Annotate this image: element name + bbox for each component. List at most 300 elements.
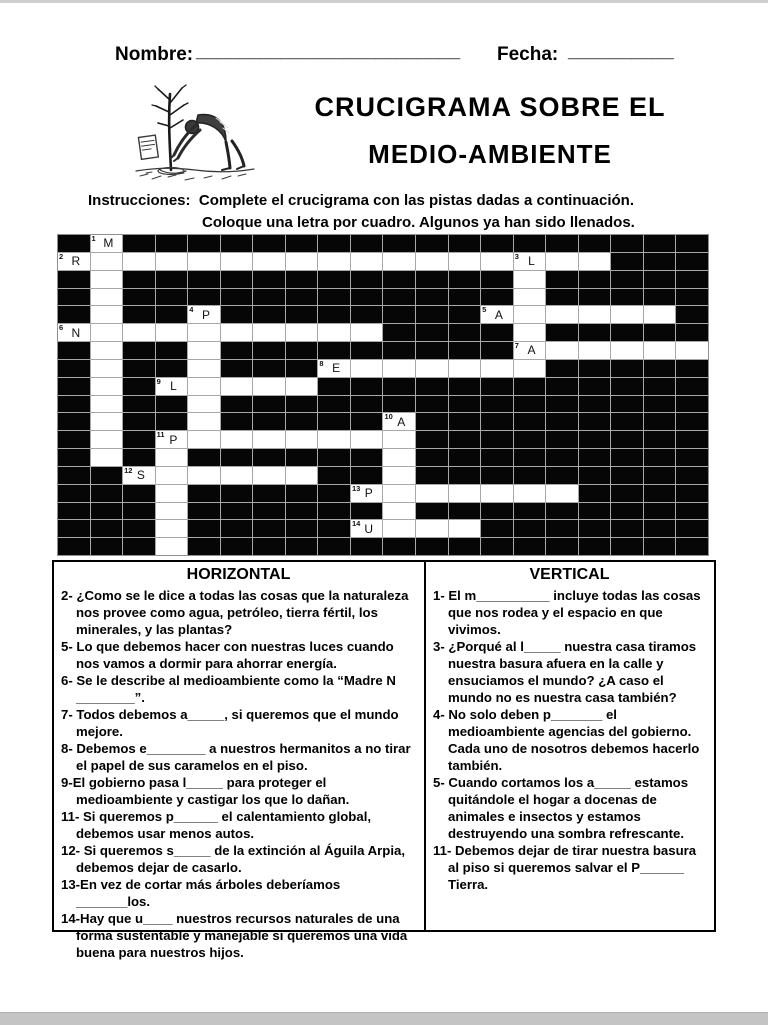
crossword-block xyxy=(579,538,611,555)
crossword-block xyxy=(449,342,481,359)
crossword-block xyxy=(416,271,448,288)
crossword-block xyxy=(58,271,90,288)
crossword-cell[interactable] xyxy=(611,306,643,323)
crossword-block xyxy=(546,396,578,413)
crossword-cell[interactable] xyxy=(579,306,611,323)
crossword-block xyxy=(644,289,676,306)
crossword-block xyxy=(318,449,350,466)
horizontal-clues-list xyxy=(61,587,416,961)
crossword-cell[interactable] xyxy=(579,253,611,270)
crossword-cell[interactable] xyxy=(188,342,220,359)
prefilled-letter: P xyxy=(201,307,210,322)
crossword-block xyxy=(156,360,188,377)
prefilled-letter: R xyxy=(71,254,81,269)
crossword-block xyxy=(481,538,513,555)
crossword-cell[interactable] xyxy=(188,413,220,430)
crossword-block xyxy=(383,289,415,306)
crossword-block xyxy=(253,413,285,430)
crossword-block xyxy=(188,289,220,306)
crossword-block xyxy=(546,360,578,377)
crossword-block xyxy=(481,324,513,341)
crossword-cell[interactable] xyxy=(449,360,481,377)
crossword-cell[interactable] xyxy=(91,324,123,341)
crossword-block xyxy=(253,503,285,520)
crossword-cell[interactable] xyxy=(318,431,350,448)
crossword-cell[interactable] xyxy=(91,360,123,377)
crossword-cell[interactable] xyxy=(514,289,546,306)
crossword-block xyxy=(351,235,383,252)
worksheet-title xyxy=(272,92,708,170)
crossword-block xyxy=(546,413,578,430)
crossword-block xyxy=(481,289,513,306)
crossword-block xyxy=(351,449,383,466)
crossword-block xyxy=(449,378,481,395)
crossword-block xyxy=(416,289,448,306)
crossword-cell[interactable] xyxy=(383,360,415,377)
horizontal-clue-item: 12- Si queremos s_____ de la extinción al Águila Arpia, debemos dejar de casarlo. xyxy=(61,843,405,875)
crossword-block xyxy=(546,538,578,555)
crossword-block xyxy=(123,342,155,359)
crossword-block xyxy=(351,503,383,520)
crossword-block xyxy=(449,449,481,466)
crossword-cell[interactable] xyxy=(156,503,188,520)
crossword-block xyxy=(676,503,708,520)
crossword-block xyxy=(416,396,448,413)
vertical-clue-item: 3- ¿Porqué al l_____ nuestra casa tiramos nuestra basura afuera en la calle y ensuciamos el mundo? ¿A caso el mundo no es nuestra casa también? xyxy=(433,639,697,705)
crossword-cell[interactable] xyxy=(253,324,285,341)
crossword-block xyxy=(546,449,578,466)
crossword-block xyxy=(579,235,611,252)
crossword-block xyxy=(449,538,481,555)
crossword-block xyxy=(676,360,708,377)
instructions-line-1 xyxy=(88,190,688,212)
crossword-cell[interactable] xyxy=(514,485,546,502)
crossword-cell[interactable] xyxy=(221,431,253,448)
crossword-block xyxy=(58,485,90,502)
crossword-cell[interactable] xyxy=(156,431,188,448)
crossword-cell[interactable] xyxy=(514,271,546,288)
crossword-block xyxy=(676,306,708,323)
crossword-cell[interactable] xyxy=(91,378,123,395)
crossword-cell[interactable] xyxy=(91,449,123,466)
crossword-cell[interactable] xyxy=(188,467,220,484)
crossword-cell[interactable] xyxy=(481,485,513,502)
crossword-cell[interactable] xyxy=(383,503,415,520)
crossword-cell[interactable] xyxy=(188,396,220,413)
name-blank-line[interactable]: _________________________ xyxy=(196,41,461,62)
crossword-block xyxy=(644,235,676,252)
crossword-block xyxy=(449,324,481,341)
crossword-block xyxy=(481,467,513,484)
crossword-block xyxy=(611,485,643,502)
prefilled-letter: A xyxy=(397,414,406,429)
crossword-cell[interactable] xyxy=(318,324,350,341)
prefilled-letter: P xyxy=(169,432,178,447)
crossword-cell[interactable] xyxy=(546,485,578,502)
crossword-cell[interactable] xyxy=(91,289,123,306)
crossword-cell[interactable] xyxy=(383,467,415,484)
crossword-cell[interactable] xyxy=(286,378,318,395)
crossword-cell[interactable] xyxy=(91,235,123,252)
clue-number: 5 xyxy=(482,305,487,315)
crossword-block xyxy=(156,413,188,430)
crossword-block xyxy=(546,431,578,448)
prefilled-letter: L xyxy=(528,254,535,269)
crossword-block xyxy=(644,431,676,448)
crossword-cell[interactable] xyxy=(514,342,546,359)
horizontal-clues-title: HORIZONTAL xyxy=(186,566,291,583)
crossword-block xyxy=(611,431,643,448)
crossword-block xyxy=(676,485,708,502)
crossword-block xyxy=(318,378,350,395)
crossword-block xyxy=(383,538,415,555)
crossword-block xyxy=(546,324,578,341)
crossword-cell[interactable] xyxy=(221,324,253,341)
crossword-block xyxy=(123,396,155,413)
crossword-block xyxy=(416,378,448,395)
clue-number: 8 xyxy=(319,358,324,368)
crossword-block xyxy=(449,431,481,448)
crossword-block xyxy=(123,503,155,520)
crossword-block xyxy=(221,306,253,323)
crossword-cell[interactable] xyxy=(416,360,448,377)
crossword-cell[interactable] xyxy=(156,520,188,537)
crossword-block xyxy=(546,271,578,288)
clue-number: 11 xyxy=(156,430,165,440)
crossword-cell[interactable] xyxy=(644,306,676,323)
crossword-cell[interactable] xyxy=(383,413,415,430)
crossword-block xyxy=(611,503,643,520)
crossword-block xyxy=(546,520,578,537)
crossword-block xyxy=(449,289,481,306)
crossword-block xyxy=(611,520,643,537)
crossword-block xyxy=(644,396,676,413)
crossword-block xyxy=(611,253,643,270)
prefilled-letter: N xyxy=(71,325,81,340)
crossword-cell[interactable] xyxy=(383,431,415,448)
crossword-cell[interactable] xyxy=(416,520,448,537)
crossword-cell[interactable] xyxy=(351,253,383,270)
crossword-block xyxy=(221,271,253,288)
crossword-block xyxy=(123,485,155,502)
clues-box xyxy=(52,560,716,960)
crossword-block xyxy=(123,431,155,448)
crossword-block xyxy=(253,449,285,466)
crossword-block xyxy=(188,503,220,520)
crossword-block xyxy=(514,396,546,413)
title-line-2: MEDIO-AMBIENTE xyxy=(368,139,612,169)
crossword-block xyxy=(644,538,676,555)
crossword-block xyxy=(449,306,481,323)
crossword-block xyxy=(449,235,481,252)
crossword-cell[interactable] xyxy=(188,253,220,270)
crossword-block xyxy=(383,378,415,395)
crossword-cell[interactable] xyxy=(156,378,188,395)
crossword-block xyxy=(481,413,513,430)
crossword-block xyxy=(156,289,188,306)
instructions-text-1: Complete el crucigrama con las pistas dadas a continuación. xyxy=(198,192,635,209)
crossword-block xyxy=(514,235,546,252)
crossword-block xyxy=(676,520,708,537)
crossword-block xyxy=(611,235,643,252)
crossword-block xyxy=(156,306,188,323)
crossword-block xyxy=(611,467,643,484)
crossword-block xyxy=(514,503,546,520)
crossword-cell[interactable] xyxy=(449,520,481,537)
crossword-block xyxy=(221,520,253,537)
crossword-block xyxy=(351,342,383,359)
crossword-cell[interactable] xyxy=(383,520,415,537)
clue-number: 14 xyxy=(351,519,361,529)
crossword-block xyxy=(91,520,123,537)
crossword-cell[interactable] xyxy=(546,306,578,323)
crossword-cell[interactable] xyxy=(514,253,546,270)
crossword-block xyxy=(123,520,155,537)
crossword-cell[interactable] xyxy=(188,306,220,323)
clue-number: 3 xyxy=(514,251,519,261)
crossword-cell[interactable] xyxy=(481,306,513,323)
crossword-cell[interactable] xyxy=(253,378,285,395)
crossword-cell[interactable] xyxy=(91,413,123,430)
crossword-block xyxy=(416,342,448,359)
title-line-1: CRUCIGRAMA SOBRE EL xyxy=(314,92,666,122)
crossword-block xyxy=(318,289,350,306)
crossword-cell[interactable] xyxy=(351,485,383,502)
crossword-cell[interactable] xyxy=(383,253,415,270)
crossword-cell[interactable] xyxy=(383,485,415,502)
crossword-block xyxy=(579,431,611,448)
crossword-cell[interactable] xyxy=(514,306,546,323)
crossword-block xyxy=(676,449,708,466)
crossword-cell[interactable] xyxy=(221,467,253,484)
crossword-block xyxy=(58,396,90,413)
crossword-block xyxy=(221,485,253,502)
horizontal-clue-item: 2- ¿Como se le dice a todas las cosas que la naturaleza nos provee como agua, petróleo, tierra fértil, los minerales, y las plantas? xyxy=(61,588,409,637)
crossword-block xyxy=(123,413,155,430)
crossword-cell[interactable] xyxy=(156,467,188,484)
crossword-cell[interactable] xyxy=(449,485,481,502)
crossword-block xyxy=(58,235,90,252)
crossword-cell[interactable] xyxy=(286,431,318,448)
crossword-block xyxy=(416,324,448,341)
vertical-clues-list xyxy=(433,587,706,893)
crossword-cell[interactable] xyxy=(156,253,188,270)
crossword-cell[interactable] xyxy=(416,485,448,502)
crossword-cell[interactable] xyxy=(91,306,123,323)
crossword-cell[interactable] xyxy=(286,467,318,484)
crossword-block xyxy=(58,289,90,306)
crossword-block xyxy=(676,396,708,413)
date-label: Fecha: xyxy=(497,44,559,65)
crossword-block xyxy=(676,324,708,341)
horizontal-clue-item: 8- Debemos e________ a nuestros hermanitos a no tirar el papel de sus caramelos en el piso. xyxy=(61,741,411,773)
crossword-block xyxy=(318,342,350,359)
crossword-cell[interactable] xyxy=(221,378,253,395)
crossword-block xyxy=(644,485,676,502)
crossword-block xyxy=(318,538,350,555)
crossword-cell[interactable] xyxy=(253,431,285,448)
crossword-cell[interactable] xyxy=(91,271,123,288)
crossword-block xyxy=(514,378,546,395)
crossword-cell[interactable] xyxy=(351,431,383,448)
crossword-block xyxy=(676,253,708,270)
crossword-cell[interactable] xyxy=(676,342,708,359)
crossword-block xyxy=(546,289,578,306)
crossword-block xyxy=(221,413,253,430)
crossword-cell[interactable] xyxy=(351,324,383,341)
crossword-block xyxy=(481,520,513,537)
crossword-block xyxy=(611,360,643,377)
crossword-block xyxy=(318,413,350,430)
crossword-block xyxy=(481,271,513,288)
scan-edge-top xyxy=(0,0,768,3)
crossword-block xyxy=(579,485,611,502)
crossword-block xyxy=(253,271,285,288)
crossword-block xyxy=(579,289,611,306)
crossword-cell[interactable] xyxy=(188,324,220,341)
crossword-cell[interactable] xyxy=(123,253,155,270)
crossword-cell[interactable] xyxy=(546,253,578,270)
crossword-block xyxy=(58,520,90,537)
crossword-block xyxy=(449,503,481,520)
crossword-block xyxy=(286,503,318,520)
prefilled-letter: M xyxy=(103,236,114,251)
vertical-clue-item: 11- Debemos dejar de tirar nuestra basura al piso si queremos salvar el P______ Tierra. xyxy=(433,843,697,892)
crossword-block xyxy=(416,235,448,252)
crossword-cell[interactable] xyxy=(611,342,643,359)
crossword-block xyxy=(644,271,676,288)
crossword-block xyxy=(123,271,155,288)
crossword-block xyxy=(58,503,90,520)
crossword-cell[interactable] xyxy=(156,449,188,466)
crossword-block xyxy=(221,538,253,555)
crossword-cell[interactable] xyxy=(123,324,155,341)
crossword-block xyxy=(318,306,350,323)
horizontal-clue-item: 6- Se le describe al medioambiente como la “Madre N ________”. xyxy=(61,673,396,705)
crossword-cell[interactable] xyxy=(91,253,123,270)
crossword-block xyxy=(644,378,676,395)
crossword-cell[interactable] xyxy=(514,360,546,377)
crossword-cell[interactable] xyxy=(188,431,220,448)
crossword-block xyxy=(416,538,448,555)
crossword-cell[interactable] xyxy=(286,324,318,341)
crossword-cell[interactable] xyxy=(58,253,90,270)
tree-planting-illustration xyxy=(130,78,260,186)
clue-number: 10 xyxy=(384,412,393,422)
crossword-block xyxy=(58,538,90,555)
crossword-cell[interactable] xyxy=(318,360,350,377)
crossword-block xyxy=(253,485,285,502)
date-blank-line[interactable]: __________ xyxy=(568,41,674,62)
vertical-clue-item: 5- Cuando cortamos los a_____ estamos quitándole el hogar a docenas de animales e insectos y estamos destruyendo una sombra refrescante. xyxy=(433,775,689,841)
crossword-cell[interactable] xyxy=(156,485,188,502)
crossword-cell[interactable] xyxy=(481,360,513,377)
crossword-block xyxy=(58,449,90,466)
crossword-block xyxy=(481,396,513,413)
horizontal-clue-item: 5- Lo que debemos hacer con nuestras luces cuando nos vamos a dormir para ahorrar energía. xyxy=(61,639,394,671)
crossword-block xyxy=(123,538,155,555)
crossword-block xyxy=(58,431,90,448)
crossword-cell[interactable] xyxy=(351,360,383,377)
crossword-cell[interactable] xyxy=(156,324,188,341)
crossword-block xyxy=(449,271,481,288)
crossword-cell[interactable] xyxy=(286,253,318,270)
crossword-cell[interactable] xyxy=(156,538,188,555)
crossword-block xyxy=(221,449,253,466)
crossword-block xyxy=(579,449,611,466)
crossword-cell[interactable] xyxy=(514,324,546,341)
crossword-cell[interactable] xyxy=(91,431,123,448)
crossword-cell[interactable] xyxy=(318,253,350,270)
crossword-block xyxy=(91,503,123,520)
prefilled-letter: E xyxy=(332,361,341,376)
crossword-cell[interactable] xyxy=(91,342,123,359)
crossword-block xyxy=(286,485,318,502)
crossword-block xyxy=(416,467,448,484)
crossword-block xyxy=(156,235,188,252)
crossword-block xyxy=(644,520,676,537)
clue-number: 2 xyxy=(59,251,64,261)
crossword-block xyxy=(644,467,676,484)
crossword-block xyxy=(546,378,578,395)
crossword-cell[interactable] xyxy=(58,324,90,341)
crossword-block xyxy=(644,503,676,520)
prefilled-letter: S xyxy=(136,468,145,483)
crossword-block xyxy=(416,413,448,430)
crossword-block xyxy=(221,289,253,306)
crossword-block xyxy=(253,235,285,252)
crossword-block xyxy=(514,467,546,484)
crossword-block xyxy=(383,235,415,252)
crossword-block xyxy=(286,271,318,288)
crossword-block xyxy=(221,503,253,520)
crossword-cell[interactable] xyxy=(91,396,123,413)
crossword-block xyxy=(383,396,415,413)
crossword-cell[interactable] xyxy=(253,467,285,484)
crossword-block xyxy=(676,235,708,252)
crossword-block xyxy=(123,378,155,395)
prefilled-letter: L xyxy=(170,379,177,394)
crossword-cell[interactable] xyxy=(546,342,578,359)
crossword-cell[interactable] xyxy=(579,342,611,359)
clue-number: 13 xyxy=(351,483,361,493)
crossword-cell[interactable] xyxy=(383,449,415,466)
crossword-block xyxy=(644,413,676,430)
crossword-cell[interactable] xyxy=(351,520,383,537)
crossword-cell[interactable] xyxy=(644,342,676,359)
crossword-block xyxy=(58,306,90,323)
crossword-cell[interactable] xyxy=(221,253,253,270)
crossword-cell[interactable] xyxy=(253,253,285,270)
name-date-row xyxy=(0,41,768,74)
crossword-block xyxy=(253,360,285,377)
prefilled-letter: U xyxy=(364,521,374,536)
crossword-cell[interactable] xyxy=(188,360,220,377)
crossword-block xyxy=(546,467,578,484)
crossword-cell[interactable] xyxy=(188,378,220,395)
crossword-cell[interactable] xyxy=(449,253,481,270)
crossword-cell[interactable] xyxy=(481,253,513,270)
crossword-block xyxy=(579,503,611,520)
crossword-cell[interactable] xyxy=(123,467,155,484)
crossword-block xyxy=(676,271,708,288)
crossword-block xyxy=(676,378,708,395)
prefilled-letter: A xyxy=(494,307,503,322)
crossword-cell[interactable] xyxy=(416,253,448,270)
crossword-block xyxy=(481,449,513,466)
crossword-block xyxy=(611,413,643,430)
crossword-block xyxy=(611,449,643,466)
